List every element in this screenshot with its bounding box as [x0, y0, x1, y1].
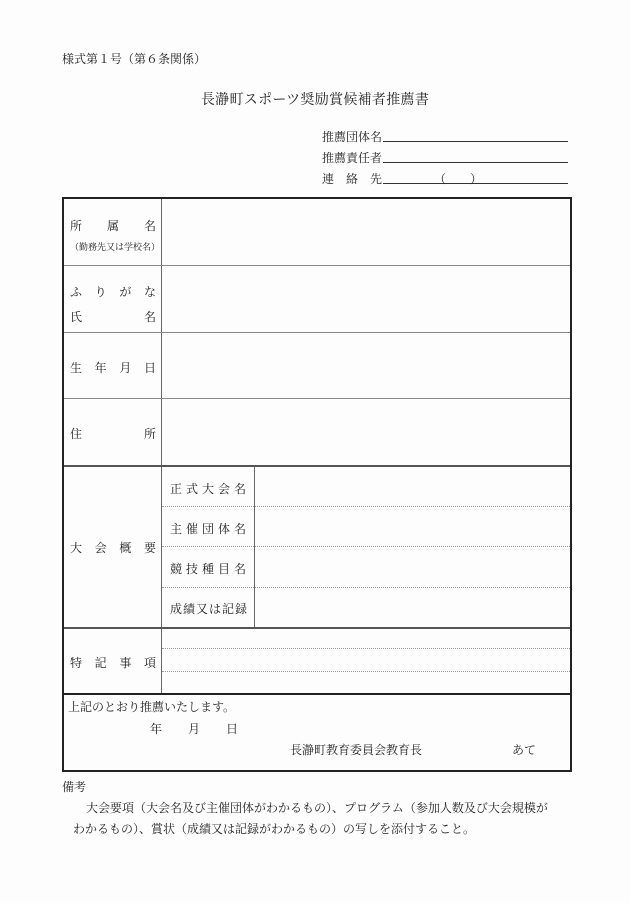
name-field[interactable] — [163, 266, 568, 332]
column-divider — [161, 199, 162, 694]
affiliation-label: 所 属 名 （勤務先又は学校名） — [70, 219, 161, 253]
official-tournament-name-label: 正式大会名 — [170, 482, 251, 496]
address-field[interactable] — [163, 399, 568, 465]
event-name-label: 競技種目名 — [170, 562, 251, 576]
special-notes-label: 特 記 事 項 — [70, 656, 156, 670]
row-divider — [64, 693, 570, 695]
recommendation-table — [62, 197, 572, 772]
birthdate-label: 生 年 月 日 — [70, 361, 156, 375]
addressee-suffix: あて — [512, 743, 537, 757]
date-day-label: 日 — [226, 722, 239, 736]
recommendation-statement: 上記のとおり推薦いたします。 — [68, 700, 236, 714]
contact-paren-open: （ — [434, 172, 447, 186]
responsible-person-label: 推薦責任者 — [322, 151, 383, 165]
result-record-field[interactable] — [256, 588, 568, 627]
organizer-name-field[interactable] — [256, 507, 568, 546]
contact-paren-close: ） — [470, 172, 483, 186]
date-year-label: 年 — [150, 722, 163, 736]
special-notes-field[interactable] — [163, 629, 568, 693]
event-name-field[interactable] — [256, 547, 568, 587]
affiliation-sublabel: （勤務先又は学校名） — [70, 243, 161, 253]
form-number: 様式第１号（第６条関係） — [62, 52, 207, 66]
date-month-label: 月 — [188, 722, 201, 736]
remarks-heading: 備考 — [62, 780, 87, 794]
recommending-group-label: 推薦団体名 — [322, 130, 383, 144]
recommending-group-field[interactable] — [383, 127, 568, 142]
contact-label: 連 絡 先 — [322, 172, 382, 186]
result-record-label: 成績又は記録 — [170, 602, 249, 616]
address-label: 住 所 — [70, 427, 156, 441]
document-title: 長瀞町スポーツ奨励賞候補者推薦書 — [200, 92, 430, 108]
organizer-name-label: 主催団体名 — [170, 522, 251, 536]
name-label: ふ り が な 氏 名 — [70, 285, 156, 324]
affiliation-field[interactable] — [163, 199, 568, 265]
subcolumn-divider — [254, 466, 255, 628]
remarks-line-1: 大会要項（大会名及び主催団体がわかるもの）、プログラム（参加人数及び大会規模が — [86, 801, 548, 815]
tournament-summary-label: 大 会 概 要 — [70, 541, 156, 555]
birthdate-field[interactable] — [163, 333, 568, 398]
remarks-line-2: わかるもの）、賞状（成績又は記録がわかるもの）の写しを添付すること。 — [73, 822, 476, 836]
responsible-person-field[interactable] — [383, 148, 568, 163]
official-tournament-name-field[interactable] — [256, 467, 568, 506]
addressee: 長瀞町教育委員会教育長 — [290, 743, 423, 757]
